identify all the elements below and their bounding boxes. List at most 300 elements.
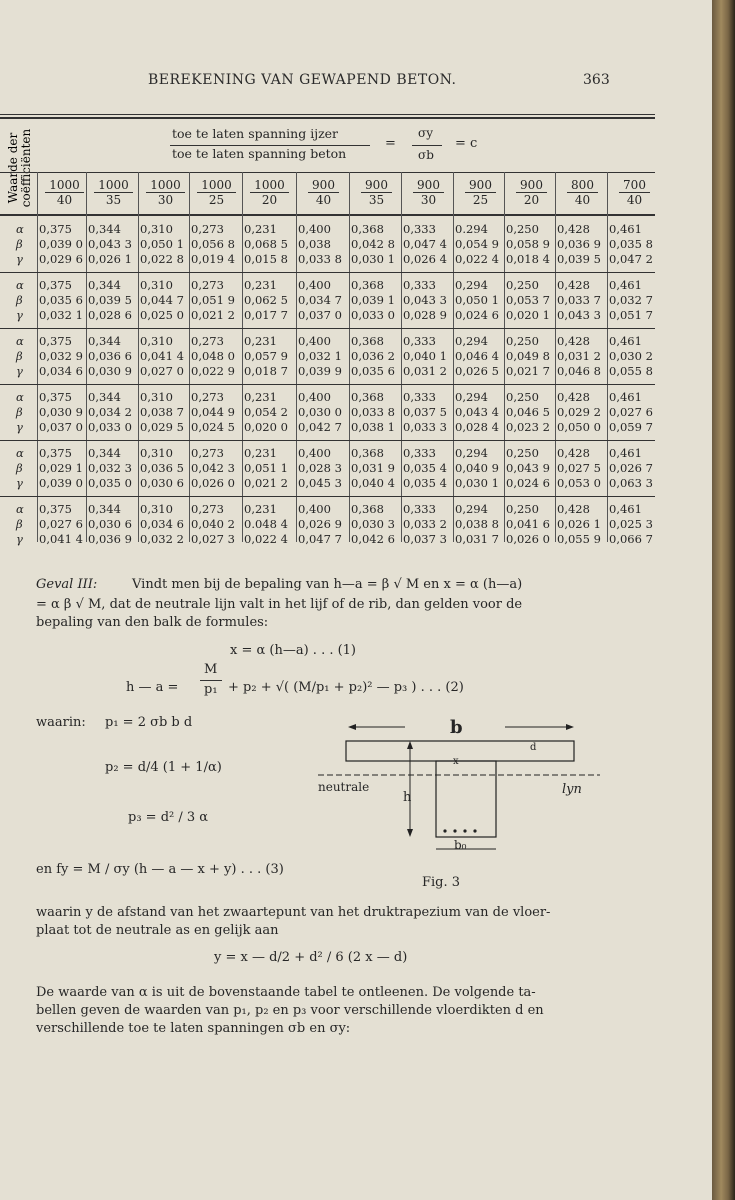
sigma-y: σy: [418, 126, 433, 140]
book-edge: [712, 0, 735, 1200]
table-cell: 0,043 3: [88, 237, 132, 251]
table-cell: 0,037 0: [39, 420, 83, 434]
table-cell: 0,054 2: [244, 405, 288, 419]
table-cell: 0,310: [140, 222, 173, 236]
coef-label: γ: [16, 308, 23, 322]
table-cell: 0,028 9: [403, 308, 447, 322]
table-cell: 0,042 8: [351, 237, 395, 251]
table-cell: 0,042 7: [298, 420, 342, 434]
table-cell: 0,038 7: [140, 405, 184, 419]
table-cell: 0,038 1: [351, 420, 395, 434]
table-cell: 0,039 5: [88, 293, 132, 307]
table-cell: 0,310: [140, 502, 173, 516]
table-cell: 0,375: [39, 334, 72, 348]
sigma-line: [412, 145, 442, 146]
table-cell: 0,026 4: [403, 252, 447, 266]
column-numerator: 900: [308, 178, 339, 193]
table-cell: 0,375: [39, 390, 72, 404]
table-cell: 0,035 6: [351, 364, 395, 378]
table-cell: 0,046 4: [455, 349, 499, 363]
table-cell: 0,017 7: [244, 308, 288, 322]
table-cell: 0,294: [455, 502, 488, 516]
table-cell: 0,231: [244, 222, 277, 236]
column-header: [298, 178, 349, 207]
table-cell: 0,461: [609, 502, 642, 516]
column-numerator: 900: [413, 178, 444, 193]
fig-label-b0: b₀: [454, 838, 467, 852]
table-cell: 0,022 9: [191, 364, 235, 378]
table-cell: 0,051 1: [244, 461, 288, 475]
column-header: [455, 178, 506, 207]
table-cell: 0,033 2: [403, 517, 447, 531]
table-cell: 0,043 4: [455, 405, 499, 419]
table-cell: 0,021 7: [506, 364, 550, 378]
p3-definition: p₃ = d² / 3 α: [128, 810, 209, 825]
table-cell: 0,055 8: [609, 364, 653, 378]
table-cell: 0,032 1: [298, 349, 342, 363]
ratio-result: = c: [455, 136, 478, 151]
table-cell: 0,030 1: [455, 476, 499, 490]
coef-label: β: [16, 293, 23, 307]
table-top-rule-2: [0, 117, 655, 119]
table-cell: 0,039 9: [298, 364, 342, 378]
column-numerator: 900: [361, 178, 392, 193]
column-numerator: 1000: [197, 178, 236, 193]
table-cell: 0,035 8: [609, 237, 653, 251]
table-cell: 0,025 3: [609, 517, 653, 531]
table-cell: 0,368: [351, 446, 384, 460]
table-cell: 0,028 3: [298, 461, 342, 475]
table-cell: 0,033 0: [88, 420, 132, 434]
fy-formula: en fy = M / σy (h — a — x + y) . . . (3): [36, 862, 284, 877]
coef-label: β: [16, 237, 23, 251]
table-cell: 0,250: [506, 222, 539, 236]
column-divider: [401, 172, 402, 542]
coef-label: β: [16, 405, 23, 419]
table-cell: 0,040 2: [191, 517, 235, 531]
column-denominator: 40: [626, 193, 643, 207]
table-cell: 0,033 3: [403, 420, 447, 434]
column-header: [191, 178, 242, 207]
sigma-b: σb: [418, 148, 434, 162]
table-cell: 0,273: [191, 334, 224, 348]
table-cell: 0,026 5: [455, 364, 499, 378]
table-cell: 0,037 3: [403, 532, 447, 546]
table-cell: 0,333: [403, 502, 436, 516]
table-cell: 0,039 5: [557, 252, 601, 266]
table-cell: 0,250: [506, 334, 539, 348]
column-numerator: 700: [619, 178, 650, 193]
table-cell: 0,310: [140, 446, 173, 460]
coef-label: γ: [16, 364, 23, 378]
table-cell: 0,036 5: [140, 461, 184, 475]
column-divider: [37, 172, 38, 542]
coef-label: α: [16, 390, 24, 404]
table-cell: 0,032 7: [609, 293, 653, 307]
fig-label-b: b: [450, 717, 463, 738]
table-cell: 0,032 9: [39, 349, 83, 363]
column-denominator: 20: [261, 193, 278, 207]
table-cell: 0,041 6: [506, 517, 550, 531]
coef-label: β: [16, 349, 23, 363]
y-formula: y = x — d/2 + d² / 6 (2 x — d): [214, 950, 408, 965]
column-denominator: 35: [368, 193, 385, 207]
column-header: [140, 178, 191, 207]
coef-label: β: [16, 461, 23, 475]
column-divider: [242, 172, 243, 542]
table-cell: 0,029 6: [39, 252, 83, 266]
table-cell: 0,032 2: [140, 532, 184, 546]
table-cell: 0,026 7: [609, 461, 653, 475]
table-cell: 0,051 9: [191, 293, 235, 307]
explain-line-1: waarin y de afstand van het zwaartepunt van het druktrapezium van de vloer-: [36, 905, 551, 920]
table-cell: 0,273: [191, 502, 224, 516]
table-cell: 0,344: [88, 446, 121, 460]
coef-label: γ: [16, 252, 23, 266]
table-cell: 0,030 9: [88, 364, 132, 378]
table-cell: 0,461: [609, 334, 642, 348]
formula-2-bar: [200, 680, 222, 681]
table-cell: 0,250: [506, 502, 539, 516]
table-cell: 0,038 8: [455, 517, 499, 531]
table-cell: 0,031 9: [351, 461, 395, 475]
table-cell: 0,047 4: [403, 237, 447, 251]
table-cell: 0,020 0: [244, 420, 288, 434]
table-cell: 0,057 9: [244, 349, 288, 363]
web: [436, 761, 496, 837]
table-cell: 0,038: [298, 237, 331, 251]
column-header: [506, 178, 557, 207]
table-cell: 0,062 5: [244, 293, 288, 307]
column-header: [609, 178, 660, 207]
table-cell: 0,250: [506, 446, 539, 460]
column-denominator: 20: [523, 193, 540, 207]
table-cell: 0,040 1: [403, 349, 447, 363]
table-cell: 0,344: [88, 222, 121, 236]
table-cell: 0,428: [557, 502, 590, 516]
column-numerator: 1000: [250, 178, 289, 193]
column-numerator: 900: [516, 178, 547, 193]
table-cell: 0,033 7: [557, 293, 601, 307]
ratio-denominator: toe te laten spanning beton: [172, 146, 347, 161]
table-cell: 0,027 6: [609, 405, 653, 419]
table-cell: 0,051 7: [609, 308, 653, 322]
table-cell: 0,036 9: [557, 237, 601, 251]
table-cell: 0,032 1: [39, 308, 83, 322]
table-cell: 0,022 4: [455, 252, 499, 266]
table-top-rule: [0, 114, 655, 115]
table-cell: 0,273: [191, 446, 224, 460]
table-cell: 0,036 2: [351, 349, 395, 363]
table-cell: 0,027 6: [39, 517, 83, 531]
table-cell: 0,294: [455, 446, 488, 460]
table-cell: 0,018 4: [506, 252, 550, 266]
column-numerator: 1000: [146, 178, 185, 193]
table-cell: 0,030 1: [351, 252, 395, 266]
formula-2-rest: + p₂ + √( (M/p₁ + p₂)² — p₃ ) . . . (2): [228, 680, 464, 695]
table-cell: 0,043 3: [403, 293, 447, 307]
table-cell: 0,368: [351, 278, 384, 292]
table-cell: 0,039 1: [351, 293, 395, 307]
table-cell: 0,029 2: [557, 405, 601, 419]
table-cell: 0,294: [455, 278, 488, 292]
table-cell: 0,040 4: [351, 476, 395, 490]
table-cell: 0,066 7: [609, 532, 653, 546]
table-cell: 0,050 0: [557, 420, 601, 434]
flange: [346, 741, 574, 761]
fig-label-neutrale: neutrale: [318, 780, 370, 794]
header-bottom-rule: [0, 214, 655, 216]
group-rule: [0, 496, 655, 497]
table-cell: 0,018 7: [244, 364, 288, 378]
table-cell: 0,032 3: [88, 461, 132, 475]
table-cell: 0,034 2: [88, 405, 132, 419]
column-denominator: 30: [420, 193, 437, 207]
table-cell: 0,273: [191, 222, 224, 236]
p1-definition: p₁ = 2 σb b d: [105, 715, 193, 730]
table-cell: 0,027 3: [191, 532, 235, 546]
column-denominator: 40: [574, 193, 591, 207]
group-rule: [0, 384, 655, 385]
table-cell: 0,053 0: [557, 476, 601, 490]
table-cell: 0,025 0: [140, 308, 184, 322]
table-cell: 0,047 2: [609, 252, 653, 266]
table-cell: 0,030 0: [298, 405, 342, 419]
table-cell: 0,031 2: [403, 364, 447, 378]
table-cell: 0,400: [298, 502, 331, 516]
table-cell: 0,461: [609, 390, 642, 404]
table-cell: 0,033 8: [351, 405, 395, 419]
ratio-equals: =: [385, 136, 396, 151]
table-cell: 0,030 6: [88, 517, 132, 531]
coef-label: α: [16, 502, 24, 516]
fig-label-d: d: [530, 742, 537, 753]
table-cell: 0,400: [298, 446, 331, 460]
column-divider: [607, 172, 608, 542]
table-cell: 0,035 0: [88, 476, 132, 490]
table-cell: 0,231: [244, 502, 277, 516]
table-cell: 0,026 1: [557, 517, 601, 531]
table-cell: 0,039 0: [39, 476, 83, 490]
table-cell: 0,020 1: [506, 308, 550, 322]
table-cell: 0,368: [351, 334, 384, 348]
table-cell: 0,368: [351, 222, 384, 236]
table-cell: 0,231: [244, 390, 277, 404]
table-cell: 0,273: [191, 278, 224, 292]
table-cell: 0,310: [140, 390, 173, 404]
table-cell: 0,034 6: [140, 517, 184, 531]
table-cell: 0,333: [403, 278, 436, 292]
table-cell: 0,428: [557, 390, 590, 404]
formula-2-num: M: [204, 662, 218, 677]
table-cell: 0,015 8: [244, 252, 288, 266]
table-cell: 0,033 0: [351, 308, 395, 322]
table-cell: 0,050 1: [455, 293, 499, 307]
table-cell: 0,231: [244, 334, 277, 348]
closing-line-3: verschillende toe te laten spanningen σb en σy:: [36, 1021, 351, 1036]
coef-label: β: [16, 517, 23, 531]
table-cell: 0,027 0: [140, 364, 184, 378]
coef-label: γ: [16, 420, 23, 434]
formula-2-den: p₁: [204, 682, 218, 697]
table-cell: 0,030 9: [39, 405, 83, 419]
fig-label-lyn: lyn: [562, 782, 582, 797]
table-cell: 0,043 3: [557, 308, 601, 322]
coef-header: Waarde der coëfficiënten: [6, 128, 33, 208]
column-header: [88, 178, 139, 207]
column-divider: [349, 172, 350, 542]
table-cell: 0,054 9: [455, 237, 499, 251]
table-cell: 0,461: [609, 278, 642, 292]
column-divider: [138, 172, 139, 542]
table-cell: 0,250: [506, 390, 539, 404]
column-denominator: 30: [157, 193, 174, 207]
formula-1: x = α (h—a) . . . (1): [230, 643, 357, 658]
table-cell: 0,030 2: [609, 349, 653, 363]
table-cell: 0,058 9: [506, 237, 550, 251]
table-cell: 0,043 9: [506, 461, 550, 475]
group-rule: [0, 440, 655, 441]
table-cell: 0,022 8: [140, 252, 184, 266]
table-cell: 0,428: [557, 278, 590, 292]
table-cell: 0,026 9: [298, 517, 342, 531]
column-header: [39, 178, 90, 207]
table-cell: 0,035 4: [403, 461, 447, 475]
table-cell: 0,310: [140, 278, 173, 292]
table-cell: 0,310: [140, 334, 173, 348]
table-cell: 0,029 5: [140, 420, 184, 434]
column-numerator: 1000: [94, 178, 133, 193]
column-header: [557, 178, 608, 207]
table-cell: 0,344: [88, 502, 121, 516]
table-cell: 0,042 6: [351, 532, 395, 546]
table-cell: 0,028 6: [88, 308, 132, 322]
table-cell: 0,045 3: [298, 476, 342, 490]
column-divider: [555, 172, 556, 542]
column-header: [351, 178, 402, 207]
coef-label: α: [16, 446, 24, 460]
table-cell: 0,026 1: [88, 252, 132, 266]
table-cell: 0,041 4: [39, 532, 83, 546]
table-cell: 0,050 1: [140, 237, 184, 251]
table-cell: 0,031 7: [455, 532, 499, 546]
column-divider: [504, 172, 505, 542]
column-header: [244, 178, 295, 207]
table-cell: 0,030 6: [140, 476, 184, 490]
column-denominator: 40: [315, 193, 332, 207]
coef-label: γ: [16, 476, 23, 490]
coef-label: α: [16, 222, 24, 236]
column-denominator: 25: [472, 193, 489, 207]
table-cell: 0,059 7: [609, 420, 653, 434]
waarin-label: waarin:: [36, 715, 86, 730]
column-denominator: 35: [105, 193, 122, 207]
table-cell: 0,344: [88, 390, 121, 404]
explain-line-2: plaat tot de neutrale as en gelijk aan: [36, 923, 279, 938]
table-cell: 0,063 3: [609, 476, 653, 490]
column-numerator: 800: [567, 178, 598, 193]
geval-label: Geval III:: [36, 577, 98, 592]
table-cell: 0,333: [403, 446, 436, 460]
table-cell: 0,461: [609, 446, 642, 460]
table-cell: 0,034 7: [298, 293, 342, 307]
formula-2-lhs: h — a =: [126, 680, 179, 695]
table-cell: 0,019 4: [191, 252, 235, 266]
table-cell: 0,400: [298, 334, 331, 348]
table-cell: 0,041 4: [140, 349, 184, 363]
column-header: [403, 178, 454, 207]
fig-caption: Fig. 3: [422, 875, 461, 890]
column-divider: [189, 172, 190, 542]
column-numerator: 900: [465, 178, 496, 193]
table-cell: 0,375: [39, 222, 72, 236]
closing-line-1: De waarde van α is uit de bovenstaande tabel te ontleenen. De volgende ta-: [36, 985, 536, 1000]
table-cell: 0,021 2: [191, 308, 235, 322]
table-cell: 0,036 9: [88, 532, 132, 546]
table-cell: 0,273: [191, 390, 224, 404]
coef-label: γ: [16, 532, 23, 546]
coef-label: α: [16, 278, 24, 292]
page-header: BEREKENING VAN GEWAPEND BETON.: [148, 72, 457, 88]
table-cell: 0,027 5: [557, 461, 601, 475]
table-cell: 0,023 2: [506, 420, 550, 434]
table-cell: 0,400: [298, 222, 331, 236]
table-cell: 0,294: [455, 390, 488, 404]
column-denominator: 40: [56, 193, 73, 207]
table-cell: 0,030 3: [351, 517, 395, 531]
table-cell: 0,375: [39, 278, 72, 292]
table-cell: 0,056 8: [191, 237, 235, 251]
page-number: 363: [583, 72, 610, 88]
table-cell: 0,035 6: [39, 293, 83, 307]
header-rule: [0, 172, 655, 173]
table-cell: 0,368: [351, 390, 384, 404]
table-cell: 0,428: [557, 222, 590, 236]
table-cell: 0,034 6: [39, 364, 83, 378]
group-rule: [0, 272, 655, 273]
fig-label-x: x: [453, 756, 459, 767]
table-cell: 0,026 0: [191, 476, 235, 490]
para-line-3: bepaling van den balk de formules:: [36, 615, 269, 630]
table-cell: 0.294: [455, 222, 488, 236]
group-rule: [0, 328, 655, 329]
table-cell: 0,048 0: [191, 349, 235, 363]
table-cell: 0,021 2: [244, 476, 288, 490]
table-cell: 0,049 8: [506, 349, 550, 363]
column-divider: [453, 172, 454, 542]
table-cell: 0,037 0: [298, 308, 342, 322]
para-line-1: Vindt men bij de bepaling van h—a = β √ M en x = α (h—a): [132, 577, 523, 592]
table-cell: 0,053 7: [506, 293, 550, 307]
table-cell: 0,031 2: [557, 349, 601, 363]
table-cell: 0,026 0: [506, 532, 550, 546]
table-cell: 0,400: [298, 278, 331, 292]
p2-definition: p₂ = d/4 (1 + 1/α): [105, 760, 222, 775]
table-cell: 0,035 4: [403, 476, 447, 490]
column-denominator: 25: [208, 193, 225, 207]
table-cell: 0,428: [557, 334, 590, 348]
column-numerator: 1000: [45, 178, 84, 193]
table-cell: 0,042 3: [191, 461, 235, 475]
table-cell: 0,461: [609, 222, 642, 236]
table-cell: 0,428: [557, 446, 590, 460]
table-cell: 0.048 4: [244, 517, 288, 531]
table-cell: 0,029 1: [39, 461, 83, 475]
table-cell: 0,344: [88, 278, 121, 292]
table-cell: 0,033 8: [298, 252, 342, 266]
table-cell: 0,036 6: [88, 349, 132, 363]
table-cell: 0,039 0: [39, 237, 83, 251]
